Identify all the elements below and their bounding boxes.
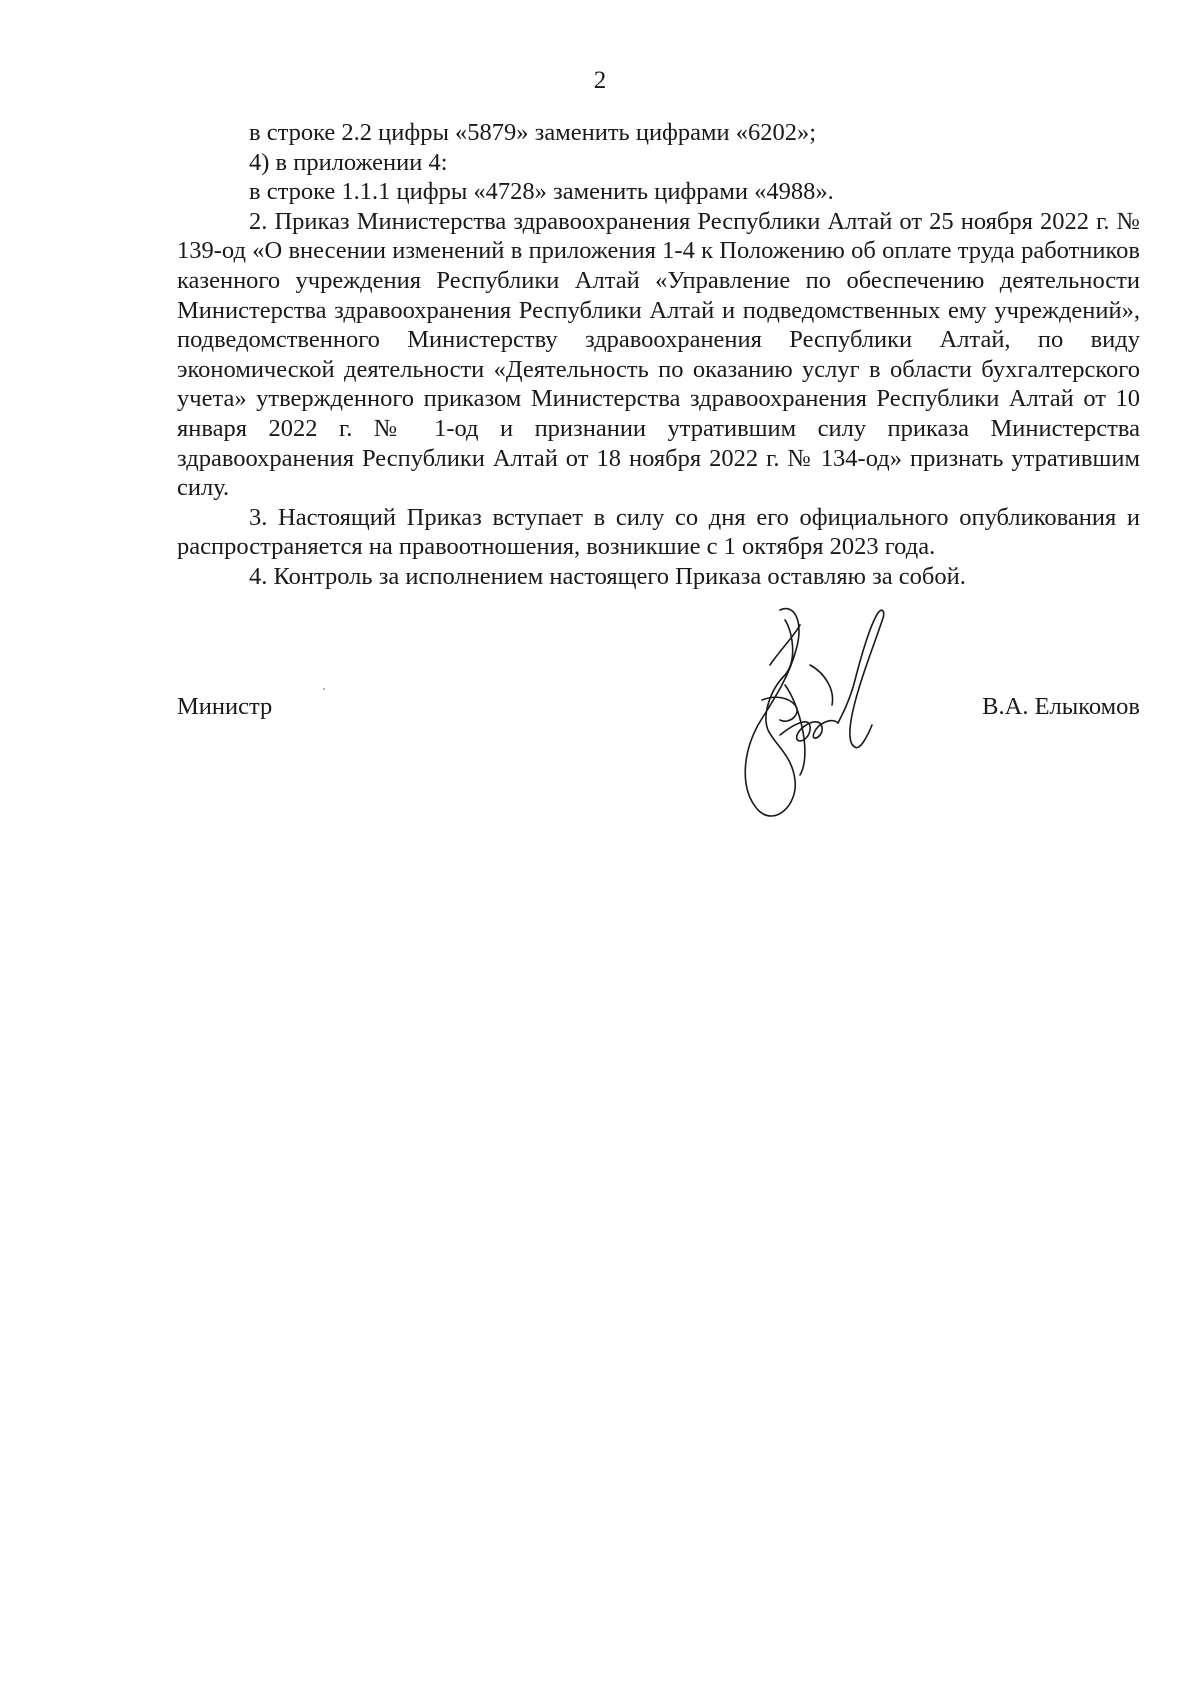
handwritten-signature <box>740 605 930 820</box>
paragraph-line-2-2: в строке 2.2 цифры «5879» заменить цифрами «6202»; <box>249 119 817 146</box>
signer-title: Министр <box>177 693 273 720</box>
signature-block <box>177 692 1140 726</box>
scan-speck <box>323 688 325 690</box>
paragraph-appendix-4: 4) в приложении 4: <box>249 148 448 176</box>
page-number: 2 <box>593 67 607 94</box>
paragraph-item-3: 3. Настоящий Приказ вступает в силу со дня его официального опубликования и распространяется на правоотношения, возникшие с 1 октября 2023 года. <box>177 503 1140 561</box>
document-body <box>177 118 1140 592</box>
paragraph-line-1-1-1: в строке 1.1.1 цифры «4728» заменить цифрами «4988». <box>249 178 834 206</box>
signer-name: В.А. Елыкомов <box>982 693 1140 720</box>
paragraph-item-4: 4. Контроль за исполнением настоящего Приказа оставляю за собой. <box>249 562 966 590</box>
paragraph-item-2: 2. Приказ Министерства здравоохранения Республики Алтай от 25 ноября 2022 г. № 139-од «О внесении изменений в приложения 1-4 к Положению об оплате труда работников казенного учреждения Республики Алтай «Управление по обеспечению деятельности Министерства здравоохранения Республики Алтай и подведомственных ему учреждений», подведомственного Министерству здравоохранения Республики Алтай, по виду экономической деятельности «Деятельность по оказанию услуг в области бухгалтерского учета» утвержденного приказом Министерства здравоохранения Республики Алтай от 10 января 2022 г. № 1-од и признании утратившим силу приказа Министерства здравоохранения Республики Алтай от 18 ноября 2022 г. № 134-од» признать утратившим силу. <box>177 207 1140 502</box>
